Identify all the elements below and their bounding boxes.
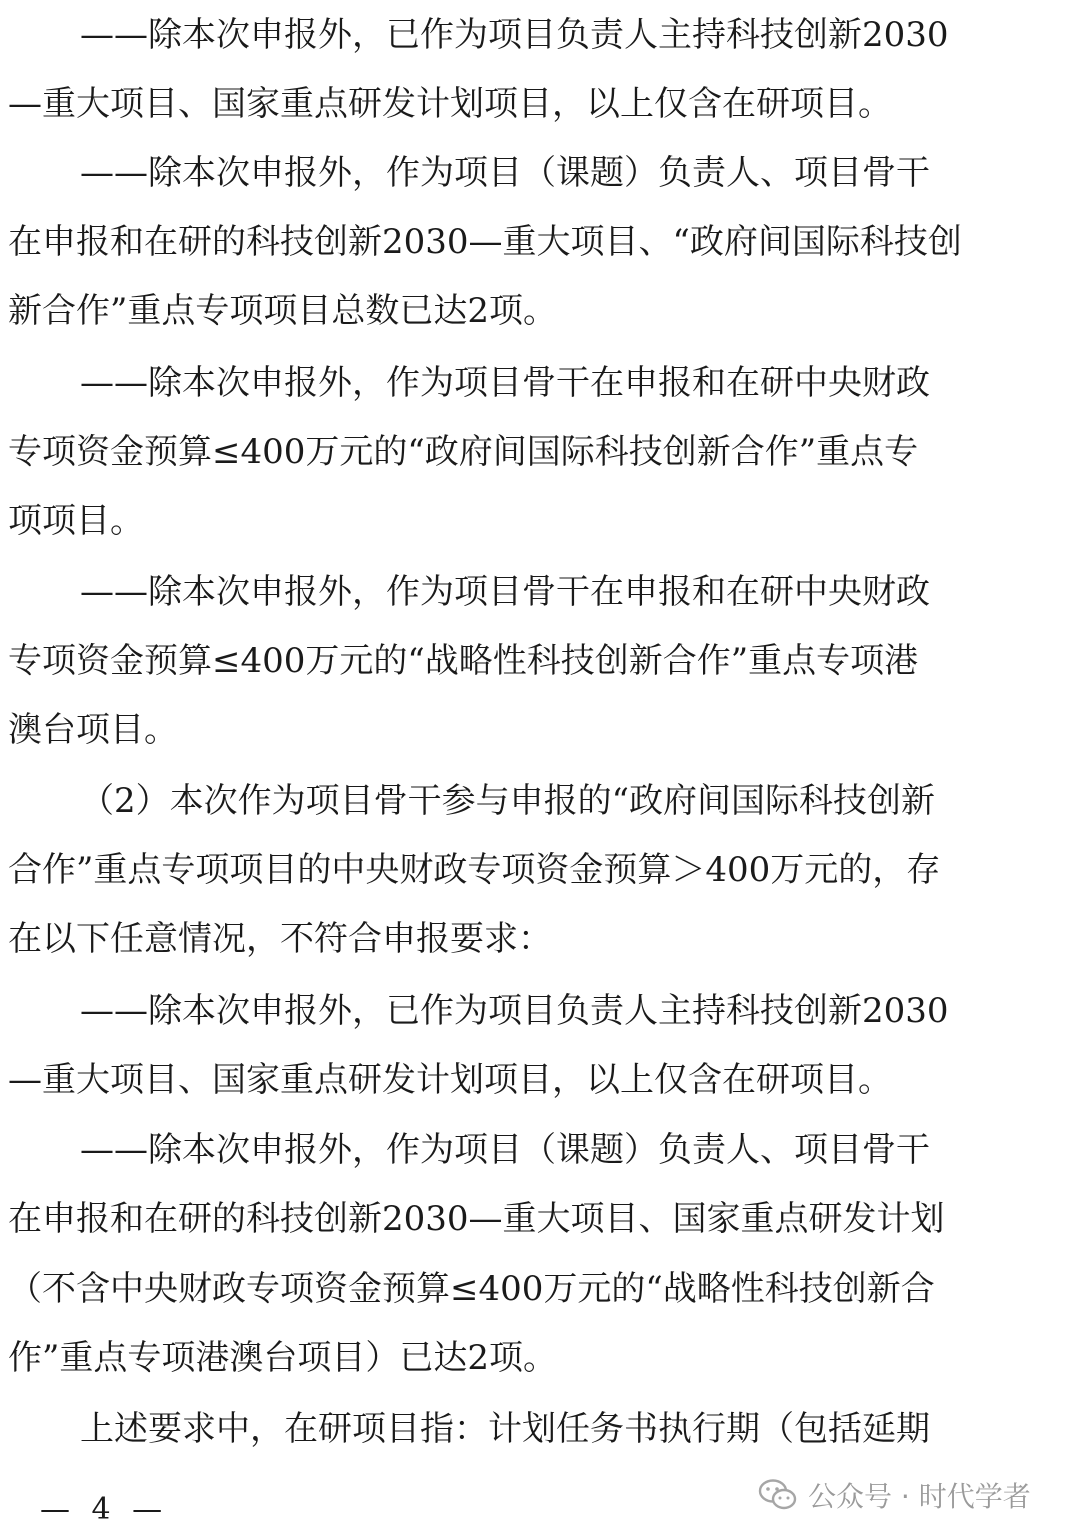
text-line: （不含中央财政专项资金预算≤400万元的“战略性科技创新合 xyxy=(8,1269,935,1309)
text-line: ——除本次申报外，已作为项目负责人主持科技创新2030 xyxy=(80,991,949,1031)
text-line: ——除本次申报外，已作为项目负责人主持科技创新2030 xyxy=(80,15,949,55)
text-line: 合作”重点专项项目的中央财政专项资金预算＞400万元的，存 xyxy=(8,850,941,890)
watermark-text: 公众号 · 时代学者 xyxy=(808,1480,1031,1513)
text-line: （2）本次作为项目骨干参与申报的“政府间国际科技创新 xyxy=(80,781,936,821)
text-line: 作”重点专项港澳台项目）已达2项。 xyxy=(8,1338,558,1378)
text-line: ——除本次申报外，作为项目（课题）负责人、项目骨干 xyxy=(80,1130,930,1170)
text-line: ——除本次申报外，作为项目（课题）负责人、项目骨干 xyxy=(80,153,930,193)
wechat-icon xyxy=(758,1478,798,1512)
text-line: 专项资金预算≤400万元的“战略性科技创新合作”重点专项港 xyxy=(8,641,919,681)
text-line: 在以下任意情况，不符合申报要求： xyxy=(8,919,552,959)
watermark xyxy=(758,1473,1031,1517)
text-line: 专项资金预算≤400万元的“政府间国际科技创新合作”重点专 xyxy=(8,432,919,472)
text-line: 在申报和在研的科技创新2030—重大项目、国家重点研发计划 xyxy=(8,1199,945,1239)
text-line: 澳台项目。 xyxy=(8,710,178,750)
text-line: 项项目。 xyxy=(8,501,144,541)
text-line: 上述要求中，在研项目指：计划任务书执行期（包括延期 xyxy=(80,1409,930,1449)
text-line: ——除本次申报外，作为项目骨干在申报和在研中央财政 xyxy=(80,363,930,403)
text-line: ——除本次申报外，作为项目骨干在申报和在研中央财政 xyxy=(80,572,930,612)
text-line: 新合作”重点专项项目总数已达2项。 xyxy=(8,291,558,331)
text-line: 在申报和在研的科技创新2030—重大项目、“政府间国际科技创 xyxy=(8,222,962,262)
page-number: — 4 — xyxy=(40,1492,169,1527)
text-line: —重大项目、国家重点研发计划项目，以上仅含在研项目。 xyxy=(8,84,892,124)
text-line: —重大项目、国家重点研发计划项目，以上仅含在研项目。 xyxy=(8,1060,892,1100)
